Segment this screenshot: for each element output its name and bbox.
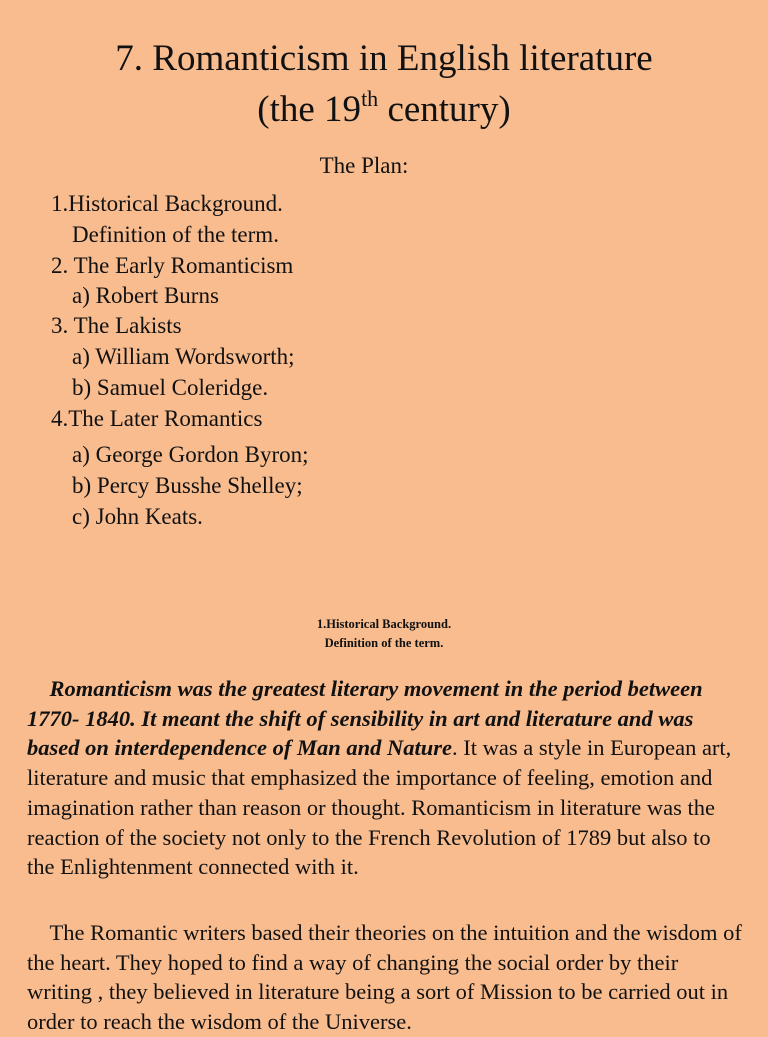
- plan-item: 2. The Early Romanticism: [51, 253, 294, 278]
- plan-item: c) John Keats.: [72, 504, 203, 529]
- paragraph-text: The Romantic writers based their theories on the intuition and the wisdom of the heart. They hoped to find a way of changing the social order by their writing , they believed in literature being a sort of Mission to be carried out in order to reach the wisdom of the Universe.: [27, 920, 742, 1035]
- paragraph-emphasis: Romanticism was the greatest literary movement in the period between 1770- 1840. It meant the shift of sensibility in art and literature and was based on interdependence of Man and Nature: [27, 676, 703, 761]
- section-heading-line-1: 1.Historical Background.: [316, 617, 452, 631]
- title-superscript: th: [361, 85, 379, 111]
- plan-item: a) William Wordsworth;: [72, 344, 295, 369]
- paragraph-text: . It was a style in European art, literature and music that emphasized the importance of feeling, emotion and imagination rather than reason or thought. Romanticism in literature was the reaction of the society not only to the French Revolution of 1789 but also to the Enlightenment connected with it.: [27, 735, 732, 880]
- title-suffix: century): [378, 89, 511, 130]
- plan-item: a) Robert Burns: [72, 283, 219, 308]
- body-paragraph-1: [27, 674, 743, 882]
- page-title-line-2: [0, 86, 768, 134]
- section-heading-line-2: Definition of the term.: [324, 636, 444, 650]
- title-prefix: (the 19: [257, 89, 362, 130]
- plan-heading: The Plan:: [319, 153, 409, 178]
- body-paragraph-2: [27, 918, 743, 1037]
- plan-item: b) Samuel Coleridge.: [72, 375, 269, 400]
- plan-item: 3. The Lakists: [51, 313, 182, 338]
- page-title-line-1: 7. Romanticism in English literature: [115, 38, 653, 79]
- plan-item: b) Percy Busshe Shelley;: [72, 473, 303, 498]
- plan-item: a) George Gordon Byron;: [72, 442, 309, 467]
- plan-item: Definition of the term.: [72, 222, 279, 247]
- plan-item: 1.Historical Background.: [51, 191, 283, 216]
- plan-item: 4.The Later Romantics: [51, 406, 263, 431]
